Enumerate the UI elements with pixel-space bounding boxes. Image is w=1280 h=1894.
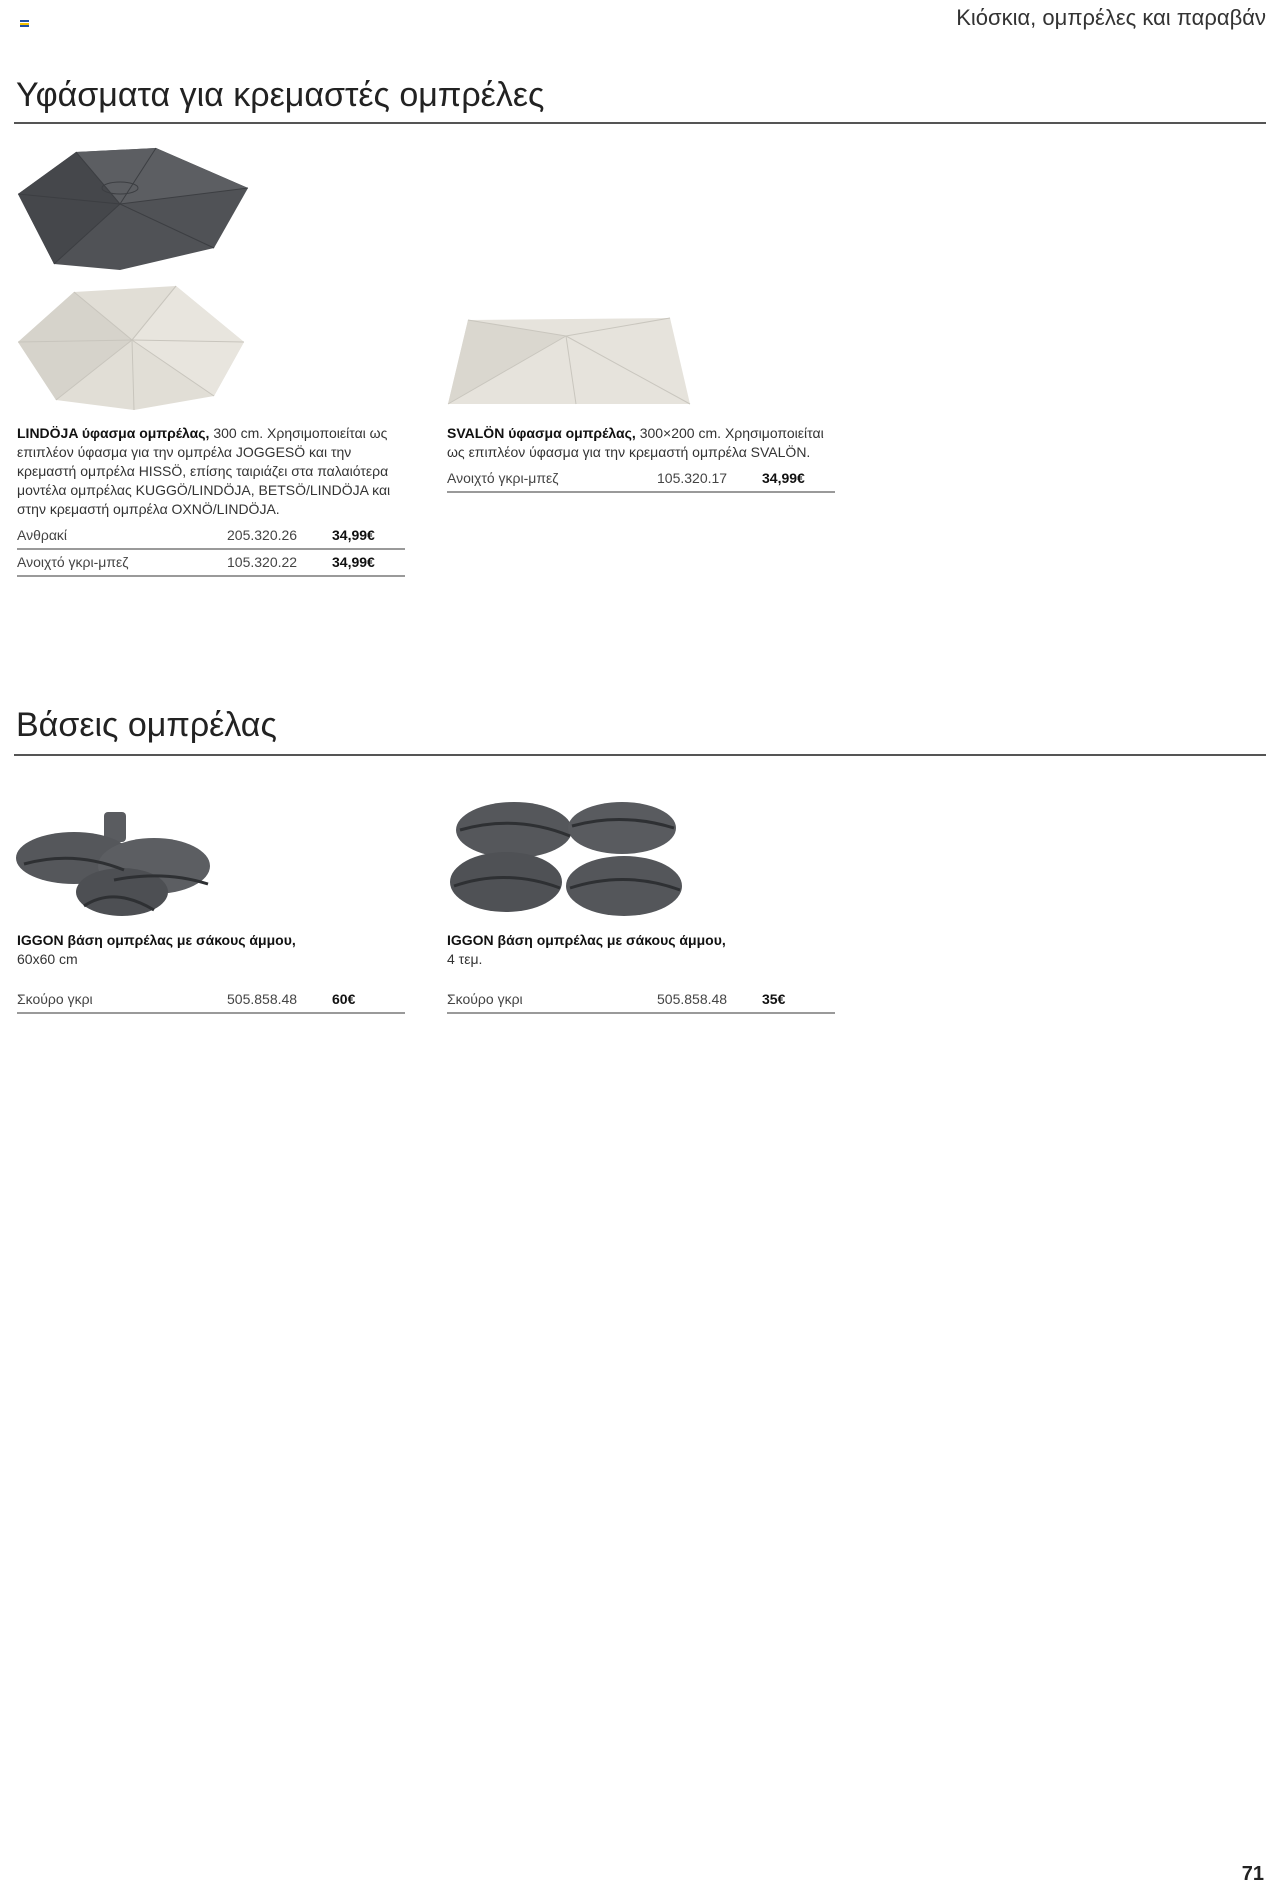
- greek-flag-icon: [20, 20, 29, 27]
- product-description-text: Χρησιμοποιείται ως επιπλέον ύφασμα για την ομπρέλα JOGGESÖ και την κρεμαστή ομπρέλα HISSÖ, επίσης ταιριάζει στα παλαιότερα μοντέλα ομπρέλας KUGGÖ/LINDÖJA, BETSÖ/LINDÖJA και στην κρεμαστή ομπρέλα OXNÖ/LINDÖJA.: [17, 425, 391, 517]
- product-description: [17, 931, 405, 969]
- variant-color: Ανοιχτό γκρι-μπεζ: [17, 554, 129, 570]
- product-name: IGGON βάση ομπρέλας με σάκους άμμου,: [447, 932, 726, 948]
- variant-article-number: 105.320.17: [657, 470, 728, 486]
- product-size: 60x60 cm: [17, 951, 78, 967]
- section-title-bases: Βάσεις ομπρέλας: [16, 706, 277, 744]
- product-name: LINDÖJA ύφασμα ομπρέλας,: [17, 425, 210, 441]
- variant-row: [447, 987, 835, 1014]
- rectangular-canopy-beige-image: [446, 314, 696, 408]
- variant-color: Ανθρακί: [17, 527, 68, 543]
- variant-article-number: 505.858.48: [657, 991, 728, 1007]
- section-title-fabrics: Υφάσματα για κρεμαστές ομπρέλες: [16, 76, 545, 114]
- product-size: 300 cm.: [213, 425, 264, 441]
- variant-price: 34,99€: [332, 527, 375, 543]
- variant-row: [17, 550, 405, 577]
- product-size: 4 τεμ.: [447, 951, 483, 967]
- variant-color: Σκούρο γκρι: [17, 991, 93, 1007]
- product-description: [447, 424, 835, 462]
- variant-article-number: 205.320.26: [227, 527, 298, 543]
- page-number: 71: [1241, 1863, 1264, 1885]
- sandbag-base-set-image: [446, 796, 698, 920]
- section-divider: [14, 122, 1266, 124]
- variant-row: [447, 466, 835, 493]
- product-name: SVALÖN ύφασμα ομπρέλας,: [447, 425, 636, 441]
- product-description: [447, 931, 835, 969]
- product-iggon-4pcs: [447, 931, 835, 1014]
- variant-article-number: 505.858.48: [227, 991, 298, 1007]
- variant-price: 60€: [332, 991, 356, 1007]
- variant-article-number: 105.320.22: [227, 554, 298, 570]
- page-section-label: Κιόσκια, ομπρέλες και παραβάν: [956, 5, 1266, 30]
- variant-row: [17, 987, 405, 1014]
- product-svalon: [447, 424, 835, 493]
- variant-price: 35€: [762, 991, 786, 1007]
- variant-color: Ανοιχτό γκρι-μπεζ: [447, 470, 559, 486]
- product-description-text: Χρησιμοποιείται ως επιπλέον ύφασμα για την κρεμαστή ομπρέλα SVALÖN.: [447, 425, 824, 460]
- product-name: IGGON βάση ομπρέλας με σάκους άμμου,: [17, 932, 296, 948]
- variant-price: 34,99€: [332, 554, 375, 570]
- product-iggon-60x60: [17, 931, 405, 1014]
- section-divider: [14, 754, 1266, 756]
- variant-row: [17, 523, 405, 550]
- variant-price: 34,99€: [762, 470, 805, 486]
- umbrella-canopy-beige-image: [16, 282, 248, 412]
- product-lindoja: [17, 424, 405, 577]
- sandbag-base-image: [14, 810, 214, 920]
- umbrella-canopy-anthracite-image: [16, 144, 254, 272]
- variant-color: Σκούρο γκρι: [447, 991, 523, 1007]
- product-description: [17, 424, 405, 519]
- product-size: 300×200 cm.: [639, 425, 722, 441]
